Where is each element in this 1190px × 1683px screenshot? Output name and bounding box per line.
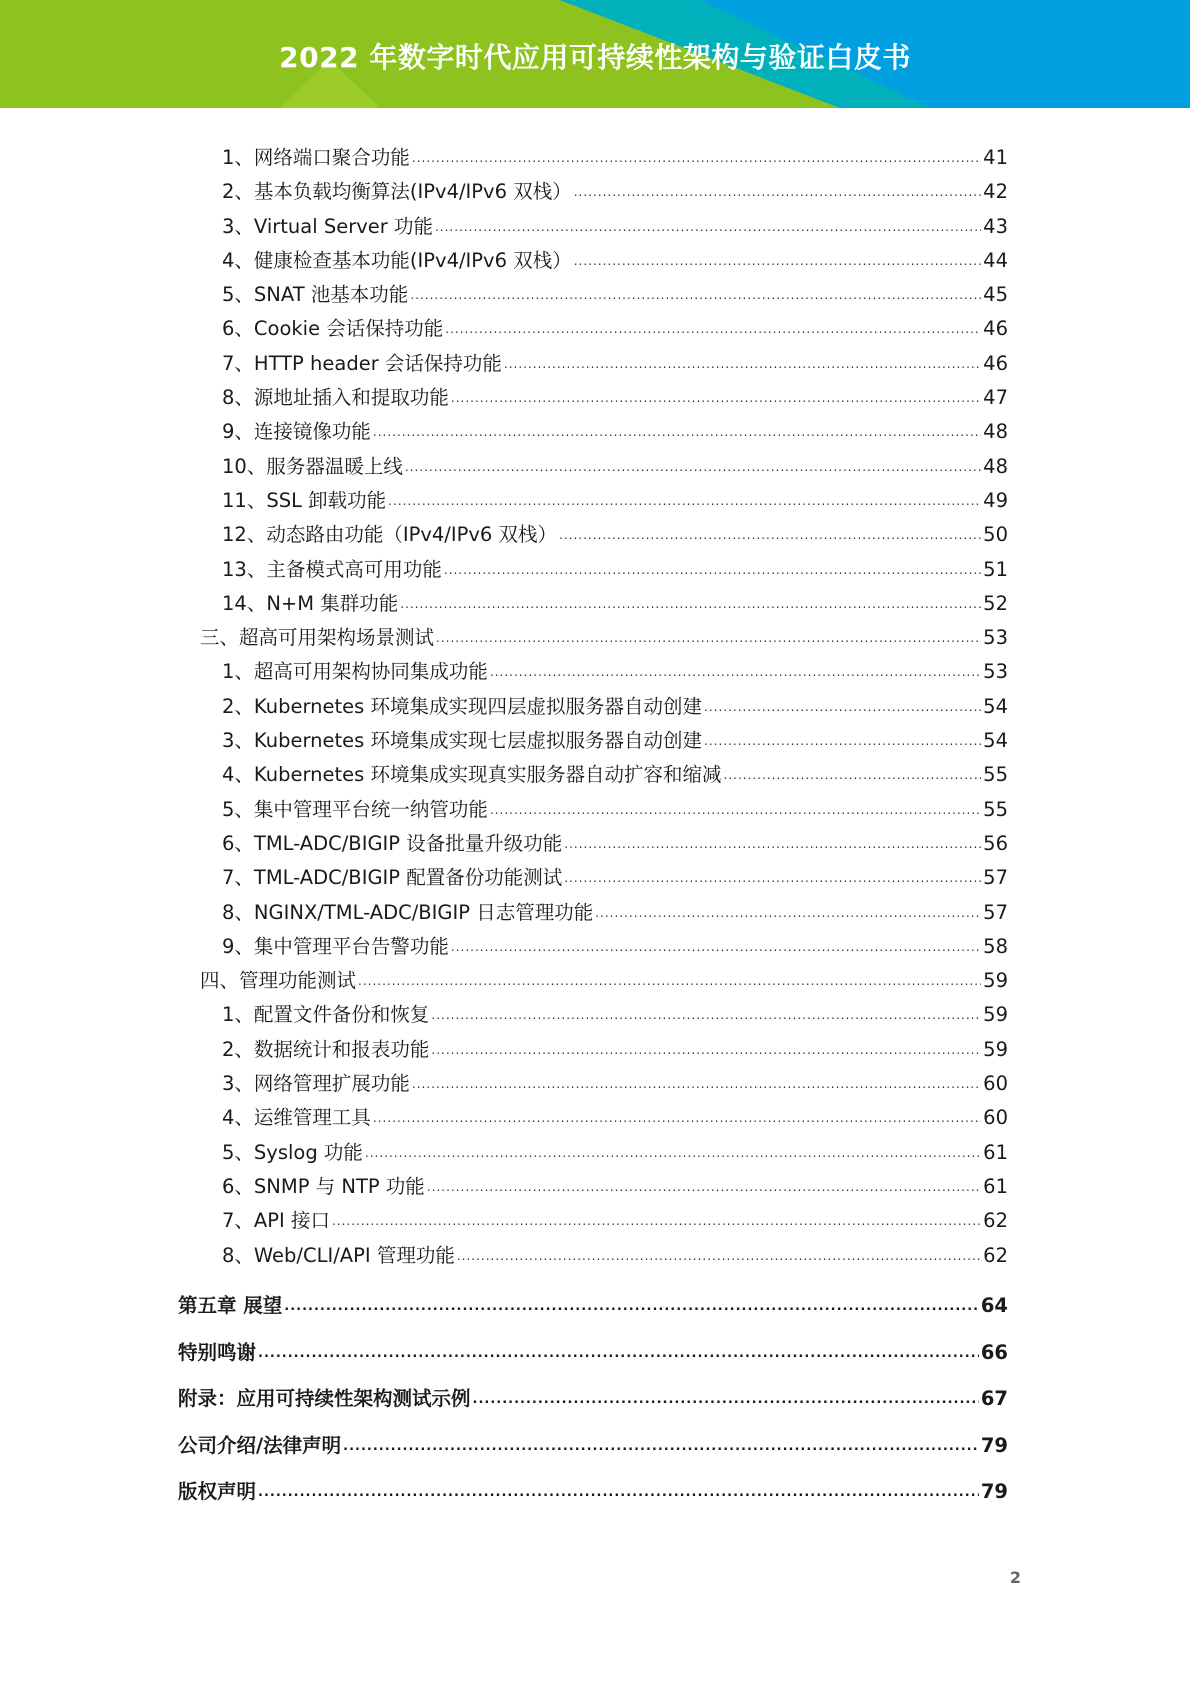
toc-entry-title: 3、网络管理扩展功能 xyxy=(222,1072,410,1096)
toc-leader-dots xyxy=(405,450,981,484)
toc-entry[interactable] xyxy=(178,690,1008,724)
toc-leader-dots xyxy=(431,998,981,1032)
toc-entry-title: 4、运维管理工具 xyxy=(222,1106,371,1130)
chapter-entry-page: 64 xyxy=(980,1294,1008,1317)
toc-entry[interactable] xyxy=(178,861,1008,895)
toc-entry[interactable] xyxy=(178,621,1008,655)
toc-entry-page: 53 xyxy=(983,626,1008,650)
toc-entry-title: 11、SSL 卸载功能 xyxy=(222,488,387,512)
toc-entry-title: 3、Virtual Server 功能 xyxy=(222,214,433,238)
toc-entry-title: 7、API 接口 xyxy=(222,1209,330,1233)
toc-entry-title: 9、集中管理平台告警功能 xyxy=(222,934,449,958)
toc-entry-page: 44 xyxy=(983,248,1008,272)
toc-entry-page: 49 xyxy=(983,488,1008,512)
toc-leader-dots xyxy=(564,827,981,861)
document-title: 2022 年数字时代应用可持续性架构与验证白皮书 xyxy=(279,41,911,74)
toc-entry-page: 59 xyxy=(983,1037,1008,1061)
toc-entry[interactable] xyxy=(178,964,1008,998)
chapter-leader-dots xyxy=(258,1331,979,1378)
toc-entry-title: 8、Web/CLI/API 管理功能 xyxy=(222,1243,455,1267)
toc-entry-page: 42 xyxy=(983,180,1008,204)
toc-entry[interactable] xyxy=(178,1136,1008,1170)
toc-entry-page: 50 xyxy=(983,523,1008,547)
toc-entry[interactable] xyxy=(178,587,1008,621)
toc-leader-dots xyxy=(410,278,981,312)
toc-entry-title: 4、Kubernetes 环境集成实现真实服务器自动扩容和缩减 xyxy=(222,763,722,787)
toc-entry[interactable] xyxy=(178,175,1008,209)
toc-leader-dots xyxy=(574,175,981,209)
toc-entry[interactable] xyxy=(178,896,1008,930)
toc-entry-page: 54 xyxy=(983,694,1008,718)
toc-entry[interactable] xyxy=(178,312,1008,346)
toc-entry[interactable] xyxy=(178,141,1008,175)
chapter-leader-dots xyxy=(258,1470,979,1517)
page-header-banner xyxy=(0,0,1190,108)
toc-entry-page: 48 xyxy=(983,454,1008,478)
toc-entry-title: 2、数据统计和报表功能 xyxy=(222,1037,430,1061)
toc-entry-page: 46 xyxy=(983,351,1008,375)
toc-entry[interactable] xyxy=(178,450,1008,484)
toc-entry-page: 59 xyxy=(983,1003,1008,1027)
toc-entry-title: 7、TML-ADC/BIGIP 配置备份功能测试 xyxy=(222,866,563,890)
toc-entry-title: 1、配置文件备份和恢复 xyxy=(222,1003,430,1027)
toc-entry-page: 62 xyxy=(983,1243,1008,1267)
toc-entry[interactable] xyxy=(178,758,1008,792)
chapter-list xyxy=(178,1283,1008,1516)
chapter-leader-dots xyxy=(343,1424,979,1471)
toc-leader-dots xyxy=(704,724,981,758)
chapter-entry-title: 公司介绍/法律声明 xyxy=(178,1433,342,1457)
toc-leader-dots xyxy=(412,141,981,175)
toc-entry-title: 三、超高可用架构场景测试 xyxy=(200,626,435,650)
toc-entry-page: 45 xyxy=(983,283,1008,307)
toc-entry-title: 5、Syslog 功能 xyxy=(222,1140,363,1164)
toc-entry[interactable] xyxy=(178,1067,1008,1101)
toc-entry-page: 54 xyxy=(983,729,1008,753)
chapter-entry[interactable] xyxy=(178,1283,1008,1330)
chapter-entry-title: 特别鸣谢 xyxy=(178,1340,257,1364)
toc-entry-page: 53 xyxy=(983,660,1008,684)
toc-entry-title: 1、网络端口聚合功能 xyxy=(222,146,410,169)
toc-entry-page: 51 xyxy=(983,557,1008,581)
toc-entry-page: 55 xyxy=(983,797,1008,821)
toc-leader-dots xyxy=(574,244,981,278)
toc-entry[interactable] xyxy=(178,1033,1008,1067)
toc-entry-title: 6、TML-ADC/BIGIP 设备批量升级功能 xyxy=(222,831,563,855)
toc-leader-dots xyxy=(373,415,981,449)
table-of-contents xyxy=(178,141,1008,1273)
toc-entry-page: 55 xyxy=(983,763,1008,787)
toc-entry-page: 43 xyxy=(983,214,1008,238)
toc-leader-dots xyxy=(490,793,981,827)
chapter-entry-page: 67 xyxy=(980,1387,1008,1410)
toc-leader-dots xyxy=(564,861,981,895)
toc-entry[interactable] xyxy=(178,381,1008,415)
toc-entry[interactable] xyxy=(178,347,1008,381)
toc-entry-page: 48 xyxy=(983,420,1008,444)
toc-entry-title: 8、源地址插入和提取功能 xyxy=(222,386,449,410)
toc-entry-page: 46 xyxy=(983,317,1008,341)
toc-entry-title: 1、超高可用架构协同集成功能 xyxy=(222,660,488,684)
toc-entry[interactable] xyxy=(178,930,1008,964)
page-number: 2 xyxy=(1009,1568,1021,1587)
toc-entry-title: 5、集中管理平台统一纳管功能 xyxy=(222,797,488,821)
toc-leader-dots xyxy=(559,518,981,552)
toc-entry[interactable] xyxy=(178,724,1008,758)
chapter-entry-title: 附录：应用可持续性架构测试示例 xyxy=(178,1387,471,1410)
toc-entry[interactable] xyxy=(178,827,1008,861)
toc-entry-page: 60 xyxy=(983,1106,1008,1130)
toc-leader-dots xyxy=(427,1170,981,1204)
toc-entry-title: 13、主备模式高可用功能 xyxy=(222,557,442,581)
toc-entry-page: 59 xyxy=(983,969,1008,993)
toc-entry-title: 6、Cookie 会话保持功能 xyxy=(222,317,444,341)
toc-leader-dots xyxy=(595,896,981,930)
toc-entry-page: 60 xyxy=(983,1072,1008,1096)
toc-entry-page: 56 xyxy=(983,831,1008,855)
toc-leader-dots xyxy=(373,1101,981,1135)
toc-entry[interactable] xyxy=(178,553,1008,587)
toc-leader-dots xyxy=(412,1067,981,1101)
toc-entry[interactable] xyxy=(178,484,1008,518)
toc-entry-page: 58 xyxy=(983,934,1008,958)
toc-entry[interactable] xyxy=(178,278,1008,312)
toc-entry-page: 62 xyxy=(983,1209,1008,1233)
chapter-entry-title: 版权声明 xyxy=(178,1480,257,1503)
toc-leader-dots xyxy=(358,964,981,998)
toc-leader-dots xyxy=(724,758,982,792)
toc-entry-page: 61 xyxy=(983,1174,1008,1198)
toc-leader-dots xyxy=(457,1239,981,1273)
toc-leader-dots xyxy=(436,621,981,655)
toc-leader-dots xyxy=(388,484,981,518)
chapter-entry-page: 79 xyxy=(980,1480,1008,1503)
toc-entry[interactable] xyxy=(178,210,1008,244)
toc-entry[interactable] xyxy=(178,244,1008,278)
toc-leader-dots xyxy=(431,1033,981,1067)
toc-leader-dots xyxy=(365,1136,981,1170)
toc-entry-title: 3、Kubernetes 环境集成实现七层虚拟服务器自动创建 xyxy=(222,729,702,753)
toc-entry[interactable] xyxy=(178,1101,1008,1135)
toc-entry-title: 2、基本负载均衡算法(IPv4/IPv6 双栈） xyxy=(222,180,572,204)
toc-leader-dots xyxy=(435,210,981,244)
chapter-entry[interactable] xyxy=(178,1423,1008,1470)
toc-entry[interactable] xyxy=(178,655,1008,689)
toc-entry-title: 四、管理功能测试 xyxy=(200,969,357,993)
toc-entry-page: 47 xyxy=(983,386,1008,410)
toc-leader-dots xyxy=(400,587,981,621)
toc-entry-title: 6、SNMP 与 NTP 功能 xyxy=(222,1174,425,1198)
toc-leader-dots xyxy=(490,655,981,689)
toc-entry[interactable] xyxy=(178,998,1008,1032)
toc-leader-dots xyxy=(451,930,981,964)
toc-entry-page: 52 xyxy=(983,591,1008,615)
toc-leader-dots xyxy=(504,347,981,381)
toc-entry[interactable] xyxy=(178,1204,1008,1238)
toc-leader-dots xyxy=(332,1204,981,1238)
toc-entry-page: 61 xyxy=(983,1140,1008,1164)
chapter-entry[interactable] xyxy=(178,1330,1008,1377)
chapter-entry[interactable] xyxy=(178,1469,1008,1516)
toc-entry-page: 57 xyxy=(983,900,1008,924)
toc-leader-dots xyxy=(444,553,981,587)
toc-leader-dots xyxy=(451,381,981,415)
toc-entry[interactable] xyxy=(178,1239,1008,1273)
toc-entry[interactable] xyxy=(178,793,1008,827)
toc-leader-dots xyxy=(445,312,981,346)
toc-entry-page: 41 xyxy=(983,146,1008,169)
toc-entry-title: 5、SNAT 池基本功能 xyxy=(222,283,409,307)
toc-entry-page: 57 xyxy=(983,866,1008,890)
chapter-entry-page: 79 xyxy=(980,1433,1008,1457)
toc-entry-title: 7、HTTP header 会话保持功能 xyxy=(222,351,502,375)
toc-entry[interactable] xyxy=(178,518,1008,552)
toc-leader-dots xyxy=(704,690,981,724)
toc-entry[interactable] xyxy=(178,415,1008,449)
chapter-leader-dots xyxy=(284,1284,979,1331)
toc-entry-title: 8、NGINX/TML-ADC/BIGIP 日志管理功能 xyxy=(222,900,594,924)
toc-entry-title: 14、N+M 集群功能 xyxy=(222,591,399,615)
toc-entry-title: 12、动态路由功能（IPv4/IPv6 双栈） xyxy=(222,523,557,547)
toc-entry[interactable] xyxy=(178,1170,1008,1204)
chapter-entry-title: 第五章 展望 xyxy=(178,1294,283,1317)
chapter-leader-dots xyxy=(473,1377,979,1424)
toc-entry-title: 2、Kubernetes 环境集成实现四层虚拟服务器自动创建 xyxy=(222,694,702,718)
chapter-entry-page: 66 xyxy=(980,1340,1008,1364)
toc-entry-title: 10、服务器温暖上线 xyxy=(222,454,403,478)
chapter-entry[interactable] xyxy=(178,1376,1008,1423)
toc-entry-title: 4、健康检查基本功能(IPv4/IPv6 双栈） xyxy=(222,248,572,272)
toc-entry-title: 9、连接镜像功能 xyxy=(222,420,371,444)
